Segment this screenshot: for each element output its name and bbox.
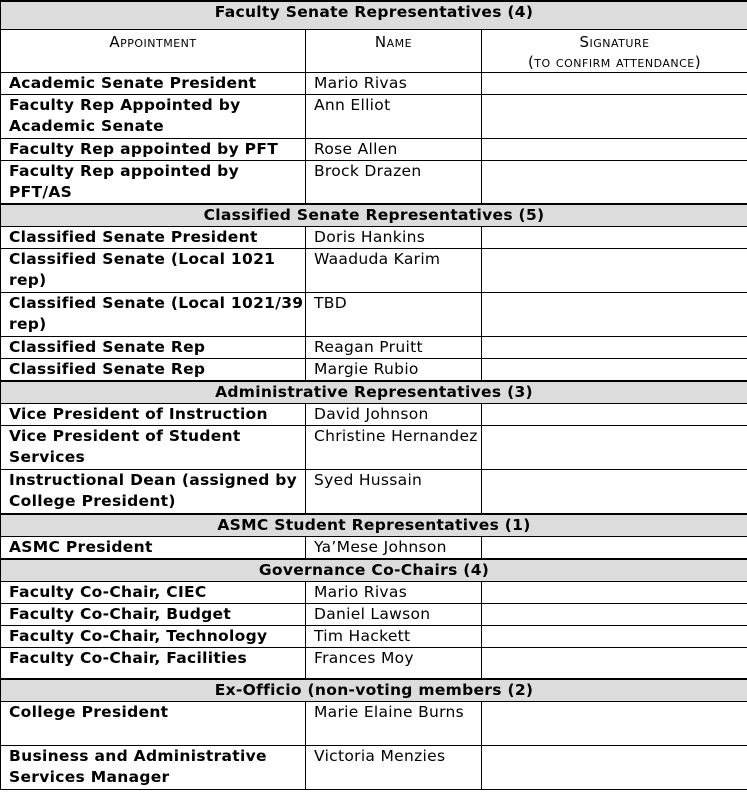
- table-row: [1, 359, 747, 382]
- appointment-cell: Business and Administrative Services Manager: [1, 746, 306, 790]
- signature-field[interactable]: [482, 647, 747, 679]
- table-row: [1, 337, 747, 359]
- section-title: Ex-Officio (non-voting members (2): [1, 679, 747, 702]
- section-title: ASMC Student Representatives (1): [1, 514, 747, 537]
- name-cell: Mario Rivas: [306, 72, 482, 94]
- signature-field[interactable]: [482, 72, 747, 94]
- appointment-cell: Faculty Co-Chair, CIEC: [1, 581, 306, 603]
- signature-field[interactable]: [482, 581, 747, 603]
- signature-field[interactable]: [482, 293, 747, 337]
- table-row: [1, 536, 747, 559]
- name-cell: Margie Rubio: [306, 359, 482, 382]
- signature-field[interactable]: [482, 702, 747, 746]
- section-title: Faculty Senate Representatives (4): [1, 1, 747, 29]
- table-row: [1, 227, 747, 249]
- name-cell: Victoria Menzies: [306, 746, 482, 790]
- section-title: Governance Co-Chairs (4): [1, 559, 747, 582]
- signature-column-header: [482, 29, 747, 72]
- name-cell: Marie Elaine Burns: [306, 702, 482, 746]
- column-header-row: [1, 29, 747, 72]
- appointment-cell: Classified Senate Rep: [1, 337, 306, 359]
- table-row: [1, 581, 747, 603]
- appointment-cell: Instructional Dean (assigned by College President): [1, 470, 306, 514]
- signature-field[interactable]: [482, 249, 747, 293]
- section-title: Classified Senate Representatives (5): [1, 204, 747, 227]
- table-row: [1, 72, 747, 94]
- name-cell: Frances Moy: [306, 647, 482, 679]
- table-row: [1, 746, 747, 790]
- name-cell: Daniel Lawson: [306, 603, 482, 625]
- name-cell: Rose Allen: [306, 138, 482, 160]
- table-row: [1, 160, 747, 204]
- appointment-cell: Faculty Co-Chair, Technology: [1, 625, 306, 647]
- name-cell: Doris Hankins: [306, 227, 482, 249]
- signature-field[interactable]: [482, 746, 747, 790]
- section-header-row: [1, 679, 747, 702]
- section-header-row: [1, 514, 747, 537]
- name-cell: Christine Hernandez: [306, 426, 482, 470]
- appointment-cell: Faculty Rep Appointed by Academic Senate: [1, 94, 306, 138]
- table-row: [1, 603, 747, 625]
- name-cell: Ya’Mese Johnson: [306, 536, 482, 559]
- appointment-cell: Faculty Co-Chair, Budget: [1, 603, 306, 625]
- table-row: [1, 647, 747, 679]
- appointment-cell: Vice President of Instruction: [1, 404, 306, 426]
- appointment-cell: College President: [1, 702, 306, 746]
- appointment-cell: Faculty Co-Chair, Facilities: [1, 647, 306, 679]
- name-cell: Brock Drazen: [306, 160, 482, 204]
- section-header-row: [1, 381, 747, 404]
- signature-field[interactable]: [482, 603, 747, 625]
- table-row: [1, 293, 747, 337]
- table-row: [1, 249, 747, 293]
- appointment-cell: Vice President of Student Services: [1, 426, 306, 470]
- name-cell: Tim Hackett: [306, 625, 482, 647]
- table-row: [1, 404, 747, 426]
- name-cell: Mario Rivas: [306, 581, 482, 603]
- signature-field[interactable]: [482, 138, 747, 160]
- signature-field[interactable]: [482, 337, 747, 359]
- appointment-cell: Classified Senate President: [1, 227, 306, 249]
- appointment-column-header: Appointment: [1, 29, 306, 72]
- appointment-cell: Classified Senate (Local 1021/39 rep): [1, 293, 306, 337]
- table-row: [1, 470, 747, 514]
- appointment-cell: Classified Senate (Local 1021 rep): [1, 249, 306, 293]
- signature-header-note: (to confirm attendance): [527, 52, 702, 71]
- appointment-cell: Faculty Rep appointed by PFT/AS: [1, 160, 306, 204]
- appointment-cell: Faculty Rep appointed by PFT: [1, 138, 306, 160]
- table-row: [1, 138, 747, 160]
- name-cell: TBD: [306, 293, 482, 337]
- signature-field[interactable]: [482, 359, 747, 382]
- name-cell: Ann Elliot: [306, 94, 482, 138]
- signature-field[interactable]: [482, 160, 747, 204]
- signature-field[interactable]: [482, 625, 747, 647]
- table-row: [1, 625, 747, 647]
- name-column-header: Name: [306, 29, 482, 72]
- signature-field[interactable]: [482, 227, 747, 249]
- section-header-row: [1, 204, 747, 227]
- appointment-cell: ASMC President: [1, 536, 306, 559]
- signature-field[interactable]: [482, 470, 747, 514]
- table-row: [1, 426, 747, 470]
- section-header-row: [1, 559, 747, 582]
- appointment-cell: Academic Senate President: [1, 72, 306, 94]
- signature-field[interactable]: [482, 94, 747, 138]
- signature-header-label: Signature: [579, 32, 650, 51]
- signature-field[interactable]: [482, 404, 747, 426]
- name-cell: David Johnson: [306, 404, 482, 426]
- name-cell: Waaduda Karim: [306, 249, 482, 293]
- section-title: Administrative Representatives (3): [1, 381, 747, 404]
- section-header-row: [1, 1, 747, 29]
- signature-field[interactable]: [482, 536, 747, 559]
- appointment-cell: Classified Senate Rep: [1, 359, 306, 382]
- name-cell: Syed Hussain: [306, 470, 482, 514]
- table-row: [1, 94, 747, 138]
- signature-field[interactable]: [482, 426, 747, 470]
- name-cell: Reagan Pruitt: [306, 337, 482, 359]
- table-row: [1, 702, 747, 746]
